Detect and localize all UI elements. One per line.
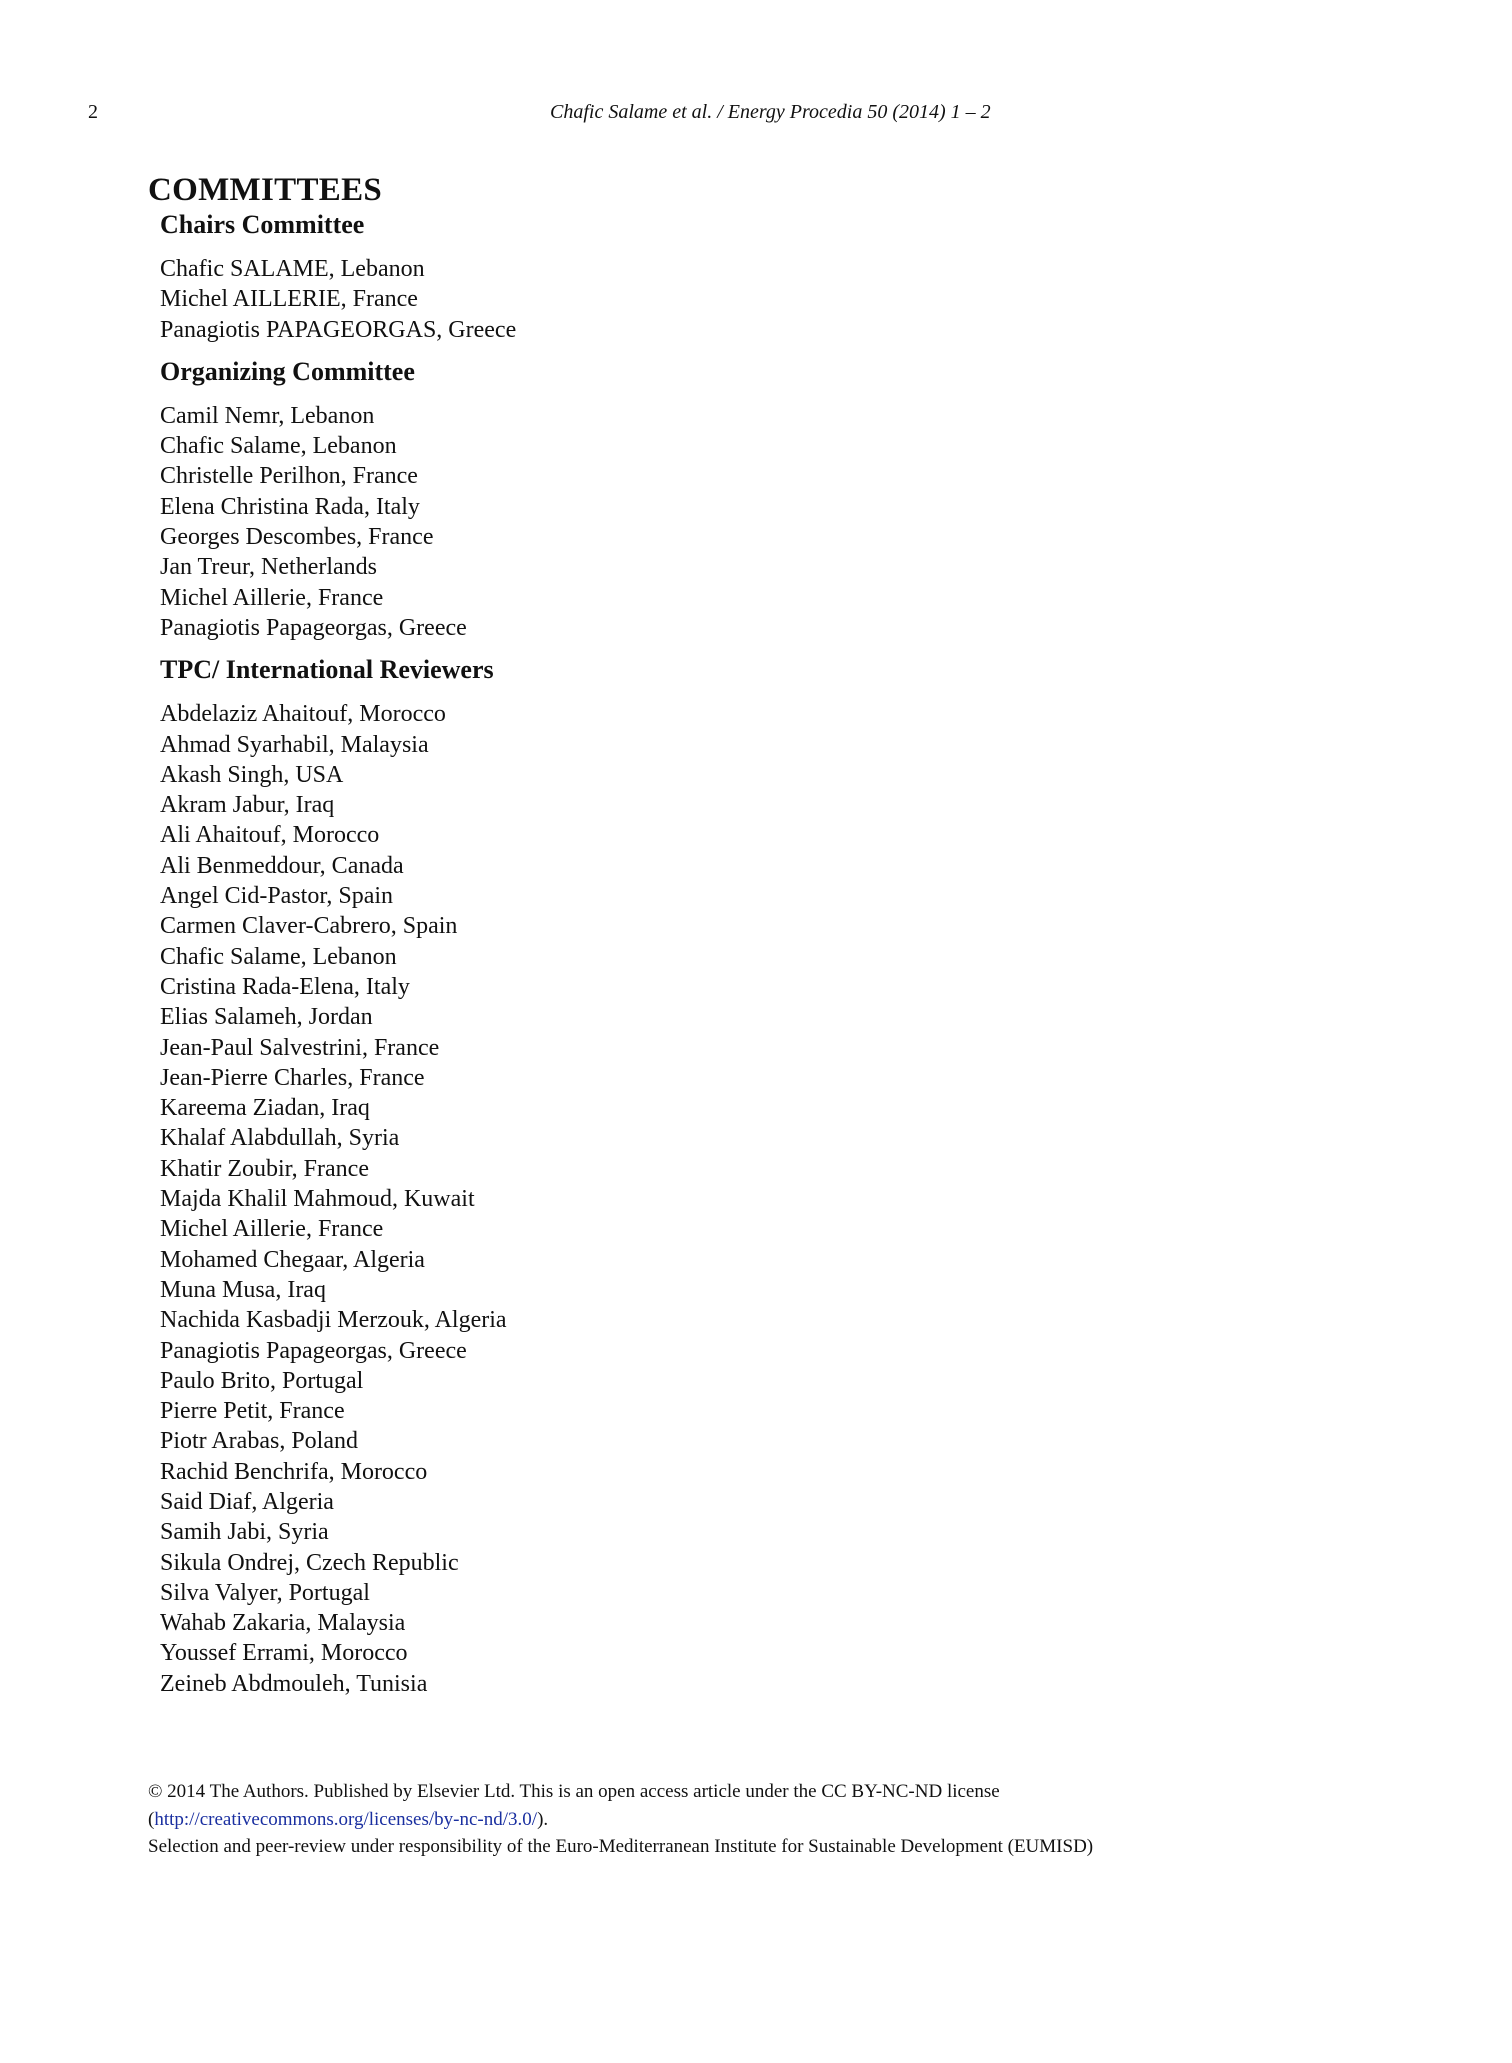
license-link[interactable]: http://creativecommons.org/licenses/by-nc-nd/3.0/ [154,1808,538,1830]
list-item: Pierre Petit, France [160,1398,345,1425]
license-link-line [148,1806,1408,1834]
page-title: COMMITTEES [148,172,383,208]
list-item: Wahab Zakaria, Malaysia [160,1610,406,1637]
link-close-paren: ). [537,1808,549,1830]
running-header: Chafic Salame et al. / Energy Procedia 50 (2014) 1 – 2 [550,101,991,123]
list-item: Chafic Salame, Lebanon [160,943,397,970]
member-list [160,699,1348,1699]
list-item: Panagiotis Papageorgas, Greece [160,1337,467,1364]
list-item: Said Diaf, Algeria [160,1488,334,1515]
list-item: Piotr Arabas, Poland [160,1428,358,1455]
section-heading: Chairs Committee [160,210,365,239]
list-item: Michel Aillerie, France [160,584,384,611]
list-item: Elena Christina Rada, Italy [160,493,420,520]
list-item: Paulo Brito, Portugal [160,1367,364,1394]
list-item: Panagiotis PAPAGEORGAS, Greece [160,316,517,343]
list-item: Abdelaziz Ahaitouf, Morocco [160,701,446,728]
list-item: Kareema Ziadan, Iraq [160,1095,370,1122]
license-statement: © 2014 The Authors. Published by Elsevier Ltd. This is an open access article under the CC BY-NC-ND license [148,1781,1000,1802]
list-item: Chafic SALAME, Lebanon [160,256,425,282]
section-tpc-reviewers [160,655,1348,1699]
list-item: Khatir Zoubir, France [160,1155,369,1182]
list-item: Georges Descombes, France [160,524,434,551]
list-item: Rachid Benchrifa, Morocco [160,1458,428,1485]
list-item: Silva Valyer, Portugal [160,1579,370,1606]
list-item: Khalaf Alabdullah, Syria [160,1125,400,1152]
list-item: Camil Nemr, Lebanon [160,402,375,429]
list-item: Jean-Paul Salvestrini, France [160,1034,440,1061]
list-item: Ahmad Syarhabil, Malaysia [160,731,429,758]
list-item: Mohamed Chegaar, Algeria [160,1246,425,1273]
list-item: Majda Khalil Mahmoud, Kuwait [160,1186,475,1213]
list-item: Muna Musa, Iraq [160,1276,326,1303]
section-chairs-committee [160,210,1348,345]
section-heading: Organizing Committee [160,356,415,386]
list-item: Christelle Perilhon, France [160,463,418,490]
section-heading: TPC/ International Reviewers [160,655,494,685]
list-item: Samih Jabi, Syria [160,1519,329,1546]
list-item: Chafic Salame, Lebanon [160,433,397,460]
list-item: Akash Singh, USA [160,761,344,788]
member-list [160,254,1348,345]
list-item: Panagiotis Papageorgas, Greece [160,614,467,641]
member-list [160,401,1348,643]
list-item: Zeineb Abdmouleh, Tunisia [160,1670,428,1697]
list-item: Michel Aillerie, France [160,1216,384,1243]
list-item: Ali Ahaitouf, Morocco [160,822,380,849]
list-item: Jan Treur, Netherlands [160,554,378,581]
list-item: Nachida Kasbadji Merzouk, Algeria [160,1307,507,1334]
section-organizing-committee [160,357,1348,643]
peer-review-statement: Selection and peer-review under responsibility of the Euro-Mediterranean Institute for Sustainable Development (EUMISD) [148,1836,1094,1857]
page-number: 2 [88,101,98,123]
list-item: Jean-Pierre Charles, France [160,1064,425,1091]
list-item: Michel AILLERIE, France [160,286,418,313]
list-item: Youssef Errami, Morocco [160,1640,408,1667]
list-item: Ali Benmeddour, Canada [160,852,404,879]
list-item: Cristina Rada-Elena, Italy [160,973,410,1000]
footer [148,1778,1408,1861]
list-item: Carmen Claver-Cabrero, Spain [160,913,458,940]
list-item: Sikula Ondrej, Czech Republic [160,1549,459,1576]
list-item: Angel Cid-Pastor, Spain [160,883,394,910]
list-item: Elias Salameh, Jordan [160,1004,373,1031]
list-item: Akram Jabur, Iraq [160,792,335,819]
link-open-paren: ( [148,1808,155,1830]
committees-content [148,172,1348,1699]
